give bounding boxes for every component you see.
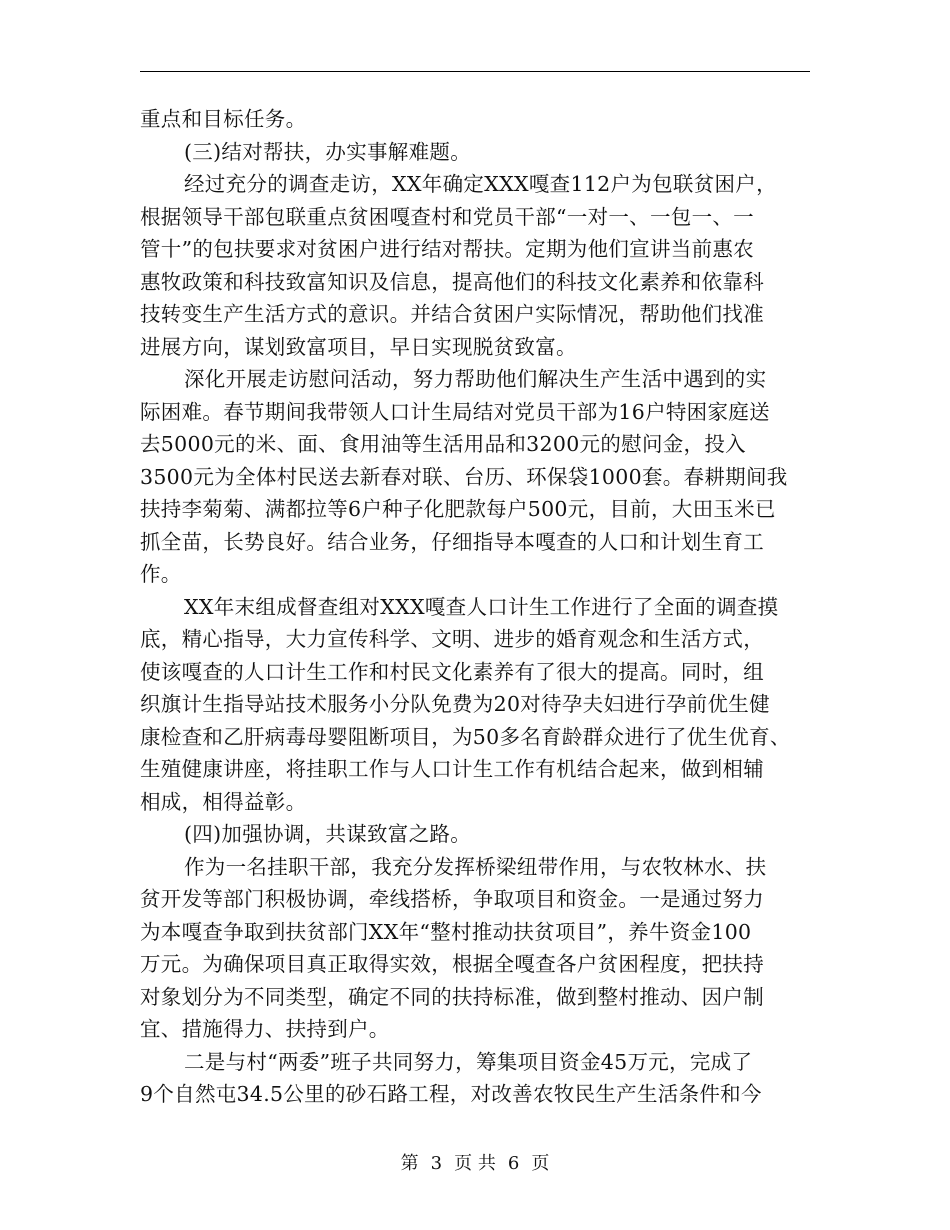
text-line: 技转变生产生活方式的意识。并结合贫困户实际情况，帮助他们找准 <box>140 302 764 326</box>
text-line: 二是与村“两委”班子共同努力，筹集项目资金45万元，完成了 <box>184 1049 753 1074</box>
footer-mid: 页 共 <box>454 1153 496 1174</box>
text-line: 生殖健康讲座，将挂职工作与人口计生工作有机结合起来，做到相辅 <box>140 757 764 781</box>
text-line: 去5000元的米、面、食用油等生活用品和3200元的慰问金，投入 <box>140 432 746 456</box>
document-body <box>140 103 810 1111</box>
footer-current-page: 3 <box>430 1153 443 1174</box>
text-line: 9个自然屯34.5公里的砂石路工程，对改善农牧民生产生活条件和今 <box>140 1082 762 1106</box>
text-line: 对象划分为不同类型，确定不同的扶持标准，做到整村推动、因户制 <box>140 984 764 1009</box>
text-line: (四)加强协调，共谋致富之路。 <box>184 822 471 846</box>
text-line: 经过充分的调查走访，XX年确定XXX嘎查112户为包联贫困户， <box>184 172 777 196</box>
text-line: XX年末组成督查组对XXX嘎查人口计生工作进行了全面的调查摸 <box>184 594 779 619</box>
text-line: 为本嘎查争取到扶贫部门XX年“整村推动扶贫项目”，养牛资金100 <box>140 919 752 944</box>
header-rule <box>140 71 810 72</box>
text-line: 根据领导干部包联重点贫困嘎查村和党员干部“一对一、一包一、一 <box>140 204 754 229</box>
text-line: 织旗计生指导站技术服务小分队免费为20对待孕夫妇进行孕前优生健 <box>140 692 770 716</box>
text-line: 相成，相得益彰。 <box>140 789 307 814</box>
page-footer <box>0 1152 950 1176</box>
text-line: 康检查和乙肝病毒母婴阻断项目，为50多名育龄群众进行了优生优育、 <box>140 724 791 749</box>
text-line: 3500元为全体村民送去新春对联、台历、环保袋1000套。春耕期间我 <box>140 464 788 489</box>
text-line: 深化开展走访慰问活动，努力帮助他们解决生产生活中遇到的实 <box>184 367 767 391</box>
text-line: (三)结对帮扶，办实事解难题。 <box>184 139 471 164</box>
text-line: 宜、措施得力、扶持到户。 <box>140 1017 390 1041</box>
text-line: 扶持李菊菊、满都拉等6户种子化肥款每户500元，目前，大田玉米已 <box>140 497 776 521</box>
text-line: 贫开发等部门积极协调，牵线搭桥，争取项目和资金。一是通过努力 <box>140 887 764 911</box>
footer-suffix: 页 <box>531 1153 550 1174</box>
text-line: 进展方向，谋划致富项目，早日实现脱贫致富。 <box>140 334 577 359</box>
text-line: 使该嘎查的人口计生工作和村民文化素养有了很大的提高。同时，组 <box>140 659 764 684</box>
footer-prefix: 第 <box>400 1153 419 1174</box>
text-line: 万元。为确保项目真正取得实效，根据全嘎查各户贫困程度，把扶持 <box>140 952 764 976</box>
text-line: 底，精心指导，大力宣传科学、文明、进步的婚育观念和生活方式， <box>140 627 764 651</box>
text-line: 抓全苗，长势良好。结合业务，仔细指导本嘎查的人口和计划生育工 <box>140 529 764 554</box>
text-line: 作为一名挂职干部，我充分发挥桥梁纽带作用，与农牧林水、扶 <box>184 854 767 879</box>
footer-total-pages: 6 <box>507 1153 520 1174</box>
text-line: 惠牧政策和科技致富知识及信息，提高他们的科技文化素养和依靠科 <box>140 269 764 294</box>
text-line: 际困难。春节期间我带领人口计生局结对党员干部为16户特困家庭送 <box>140 399 770 424</box>
text-line: 作。 <box>140 562 182 586</box>
text-line: 管十”的包扶要求对贫困户进行结对帮扶。定期为他们宣讲当前惠农 <box>140 237 754 261</box>
text-line: 重点和目标任务。 <box>140 107 307 131</box>
